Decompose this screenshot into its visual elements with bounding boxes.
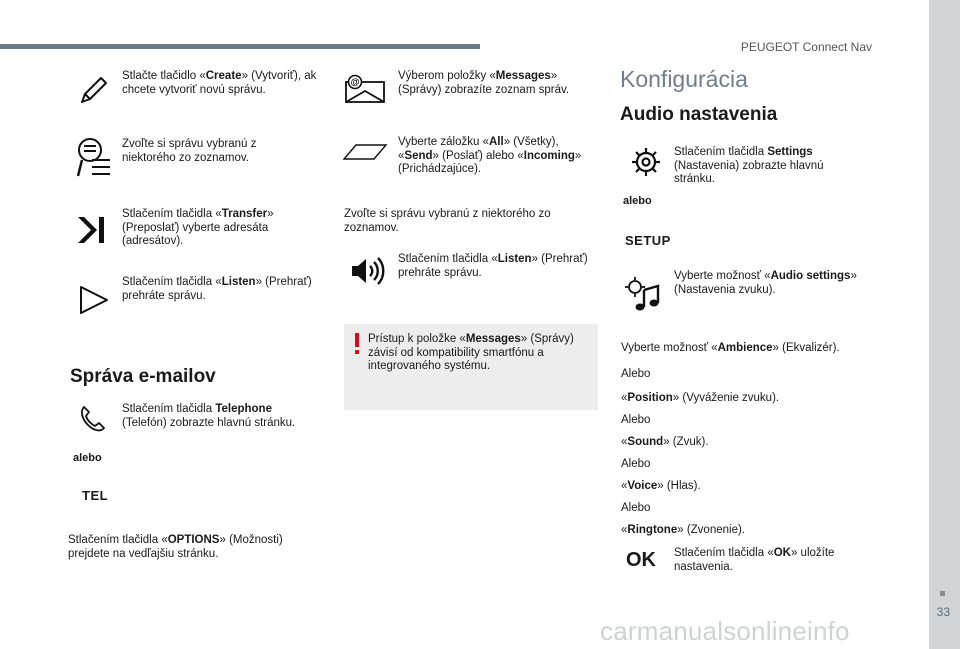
messages-instruction: Výberom položky «Messages» (Správy) zobrazíte zoznam správ. <box>398 70 570 96</box>
speaker-icon <box>350 256 386 286</box>
tabs-instruction: Vyberte záložku «All» (Všetky), «Send» (Poslať) alebo «Incoming» (Prichádzajúce). <box>398 136 582 175</box>
telephone-instruction: Stlačením tlačidla Telephone (Telefón) zobrazte hlavnú stránku. <box>122 403 296 429</box>
alebo-2: Alebo <box>621 414 651 426</box>
warning-exclamation-icon <box>353 333 361 355</box>
audio-settings-icon <box>624 276 662 312</box>
list-select-icon <box>74 136 112 180</box>
watermark: carmanualsonlineinfo <box>600 616 850 646</box>
alebo-label: alebo <box>73 452 102 464</box>
alebo-3: Alebo <box>621 458 651 470</box>
email-heading: Správa e-mailov <box>70 366 216 387</box>
audio-settings-instruction: Vyberte možnosť «Audio settings» (Nastavenia zvuku). <box>674 270 857 296</box>
top-rule <box>0 44 480 49</box>
ringtone-option: «Ringtone» (Zvonenie). <box>621 524 745 536</box>
gear-icon <box>630 146 662 178</box>
setup-button-label: SETUP <box>625 233 671 248</box>
position-option: «Position» (Vyváženie zvuku). <box>621 392 780 404</box>
phone-icon <box>78 404 106 434</box>
ok-button-label: OK <box>626 549 656 571</box>
svg-text:@: @ <box>350 77 360 87</box>
page-side-strip <box>929 0 960 649</box>
page-marker <box>940 591 945 596</box>
ok-instruction: Stlačením tlačidla «OK» uložíte nastavenia. <box>674 547 835 573</box>
page-number: 33 <box>936 605 950 619</box>
email-icon <box>344 74 386 104</box>
select-message-instruction-2: Zvoľte si správu vybranú z niektorého zo zoznamov. <box>344 208 551 234</box>
section-title: Konfigurácia <box>620 66 748 92</box>
transfer-icon <box>75 214 107 246</box>
header-brand: PEUGEOT Connect Nav <box>740 40 872 54</box>
alebo-4: Alebo <box>621 502 651 514</box>
create-instruction: Stlačte tlačidlo «Create» (Vytvoriť), ak chcete vytvoriť novú správu. <box>122 70 317 96</box>
options-instruction: Stlačením tlačidla «OPTIONS» (Možnosti) prejdete na vedľajšiu stránku. <box>68 534 283 560</box>
tabs-icon <box>343 143 389 161</box>
tel-button-label: TEL <box>82 488 109 503</box>
pencil-icon <box>78 74 110 106</box>
settings-instruction: Stlačením tlačidla Settings (Nastavenia) zobrazte hlavnú stránku. <box>674 146 824 185</box>
audio-heading: Audio nastavenia <box>620 104 778 125</box>
listen-instruction-2: Stlačením tlačidla «Listen» (Prehrať) prehráte správu. <box>398 253 588 279</box>
listen-instruction: Stlačením tlačidla «Listen» (Prehrať) prehráte správu. <box>122 276 312 302</box>
transfer-instruction: Stlačením tlačidla «Transfer» (Preposlať) vyberte adresáta (adresátov). <box>122 208 274 247</box>
alebo-label-2: alebo <box>623 195 652 207</box>
voice-option: «Voice» (Hlas). <box>621 480 701 492</box>
note-text: Prístup k položke «Messages» (Správy) závisí od kompatibility smartfónu a integrovaného systému. <box>368 333 574 372</box>
ambience-instruction: Vyberte možnosť «Ambience» (Ekvalizér). <box>621 342 840 354</box>
play-icon <box>78 284 110 316</box>
select-message-instruction: Zvoľte si správu vybranú z niektorého zo zoznamov. <box>122 138 257 164</box>
sound-option: «Sound» (Zvuk). <box>621 436 709 448</box>
alebo-1: Alebo <box>621 368 651 380</box>
